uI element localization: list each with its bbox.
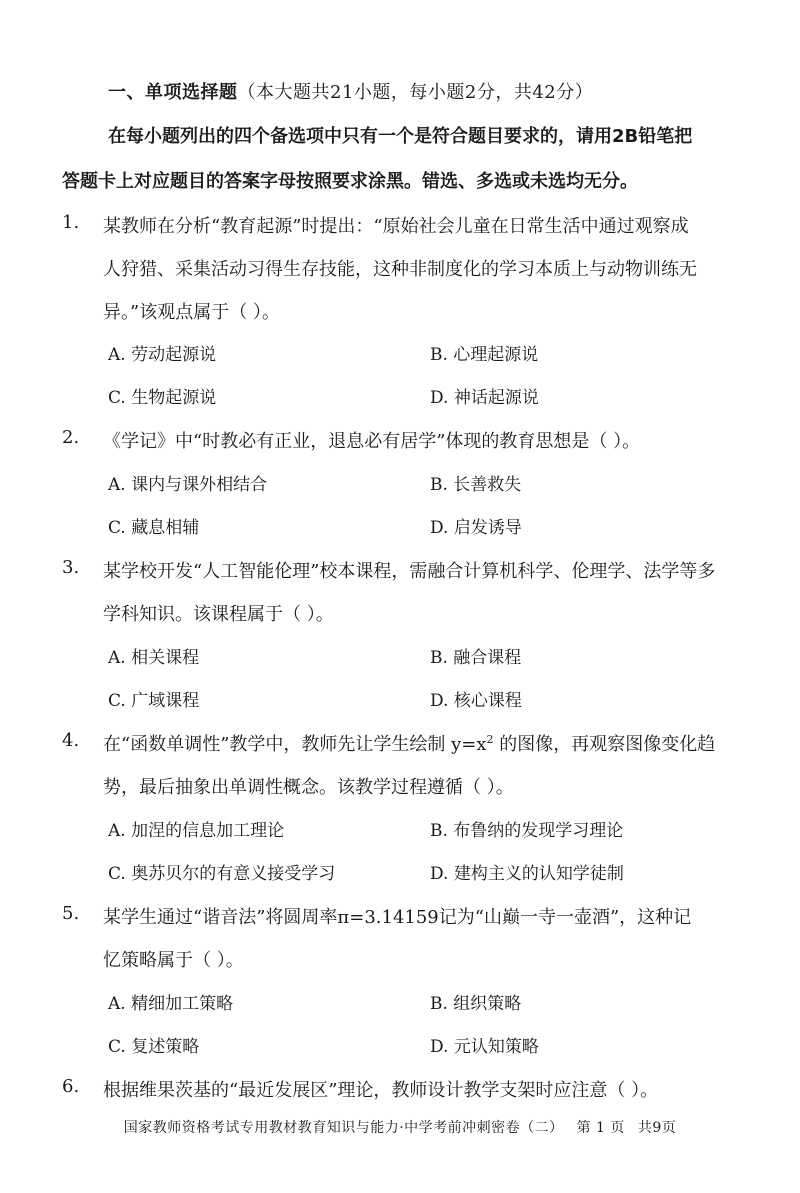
instructions-line-1: 在每小题列出的四个备选项中只有一个是符合题目要求的，请用2B铅笔把 bbox=[108, 126, 693, 147]
question-1-number: 1. bbox=[62, 212, 80, 233]
question-1-line-2: 人狩猎、采集活动习得生存技能，这种非制度化的学习本质上与动物训练无 bbox=[103, 259, 697, 280]
question-2-option-a[interactable]: A. 课内与课外相结合 bbox=[108, 475, 268, 495]
question-2-option-d[interactable]: D. 启发诱导 bbox=[430, 518, 522, 538]
footer-total-pages: 共9页 bbox=[637, 1120, 677, 1136]
instructions-line-2: 答题卡上对应题目的答案字母按照要求涂黑。错选、多选或未选均无分。 bbox=[62, 171, 638, 192]
question-2-option-c[interactable]: C. 藏息相辅 bbox=[108, 518, 200, 538]
page-footer bbox=[0, 1117, 800, 1137]
question-5-line-2: 忆策略属于（ ）。 bbox=[103, 950, 244, 971]
footer-page-number: 第 1 页 bbox=[576, 1120, 625, 1136]
question-6-line-1: 根据维果茨基的“最近发展区”理论，教师设计教学支架时应注意（ ）。 bbox=[103, 1080, 659, 1101]
question-4-option-c[interactable]: C. 奥苏贝尔的有意义接受学习 bbox=[108, 864, 336, 884]
question-4-line-1-post: 的图像，再观察图像变化趋 bbox=[493, 734, 716, 755]
question-5-option-d[interactable]: D. 元认知策略 bbox=[430, 1037, 539, 1057]
question-4-line-1 bbox=[103, 730, 715, 756]
question-3-number: 3. bbox=[62, 557, 80, 578]
question-5-number: 5. bbox=[62, 903, 80, 924]
question-5-option-c[interactable]: C. 复述策略 bbox=[108, 1037, 200, 1057]
question-1-option-d[interactable]: D. 神话起源说 bbox=[430, 388, 539, 408]
section-title-rest: （本大题共21小题，每小题2分，共42分） bbox=[237, 82, 594, 103]
question-1-option-b[interactable]: B. 心理起源说 bbox=[430, 345, 539, 365]
question-5-option-a[interactable]: A. 精细加工策略 bbox=[108, 994, 234, 1014]
question-3-line-1: 某学校开发“人工智能伦理”校本课程，需融合计算机科学、伦理学、法学等多 bbox=[103, 561, 716, 582]
question-3-option-b[interactable]: B. 融合课程 bbox=[430, 648, 522, 668]
question-1-line-1: 某教师在分析“教育起源”时提出：“原始社会儿童在日常生活中通过观察成 bbox=[103, 216, 689, 237]
question-4-option-d[interactable]: D. 建构主义的认知学徒制 bbox=[430, 864, 624, 884]
question-6-number: 6. bbox=[62, 1076, 80, 1097]
question-4-number: 4. bbox=[62, 730, 80, 751]
question-2-line-1: 《学记》中“时教必有正业，退息必有居学”体现的教育思想是（ ）。 bbox=[103, 431, 641, 452]
question-1-option-c[interactable]: C. 生物起源说 bbox=[108, 388, 217, 408]
question-3-option-c[interactable]: C. 广域课程 bbox=[108, 691, 200, 711]
question-1-line-3: 异。”该观点属于（ ）。 bbox=[103, 302, 280, 323]
question-2-option-b[interactable]: B. 长善救失 bbox=[430, 475, 522, 495]
question-1-option-a[interactable]: A. 劳动起源说 bbox=[108, 345, 217, 365]
section-title bbox=[108, 78, 593, 104]
question-4-option-b[interactable]: B. 布鲁纳的发现学习理论 bbox=[430, 821, 624, 841]
question-4-line-1-pre: 在“函数单调性”教学中，教师先让学生绘制 y=x bbox=[103, 734, 487, 755]
question-5-line-1: 某学生通过“谐音法”将圆周率π=3.14159记为“山巅一寺一壶酒”，这种记 bbox=[103, 907, 692, 928]
question-4-option-a[interactable]: A. 加涅的信息加工理论 bbox=[108, 821, 285, 841]
question-3-line-2: 学科知识。该课程属于（ ）。 bbox=[103, 604, 334, 625]
footer-title: 国家教师资格考试专用教材教育知识与能力·中学考前冲刺密卷（二） bbox=[123, 1120, 564, 1136]
section-title-bold: 一、单项选择题 bbox=[108, 82, 238, 103]
question-4-line-2: 势，最后抽象出单调性概念。该教学过程遵循（ ）。 bbox=[103, 777, 514, 798]
question-3-option-a[interactable]: A. 相关课程 bbox=[108, 648, 200, 668]
question-2-number: 2. bbox=[62, 427, 80, 448]
question-3-option-d[interactable]: D. 核心课程 bbox=[430, 691, 522, 711]
question-5-option-b[interactable]: B. 组织策略 bbox=[430, 994, 522, 1014]
question-4-exponent: 2 bbox=[486, 733, 494, 746]
